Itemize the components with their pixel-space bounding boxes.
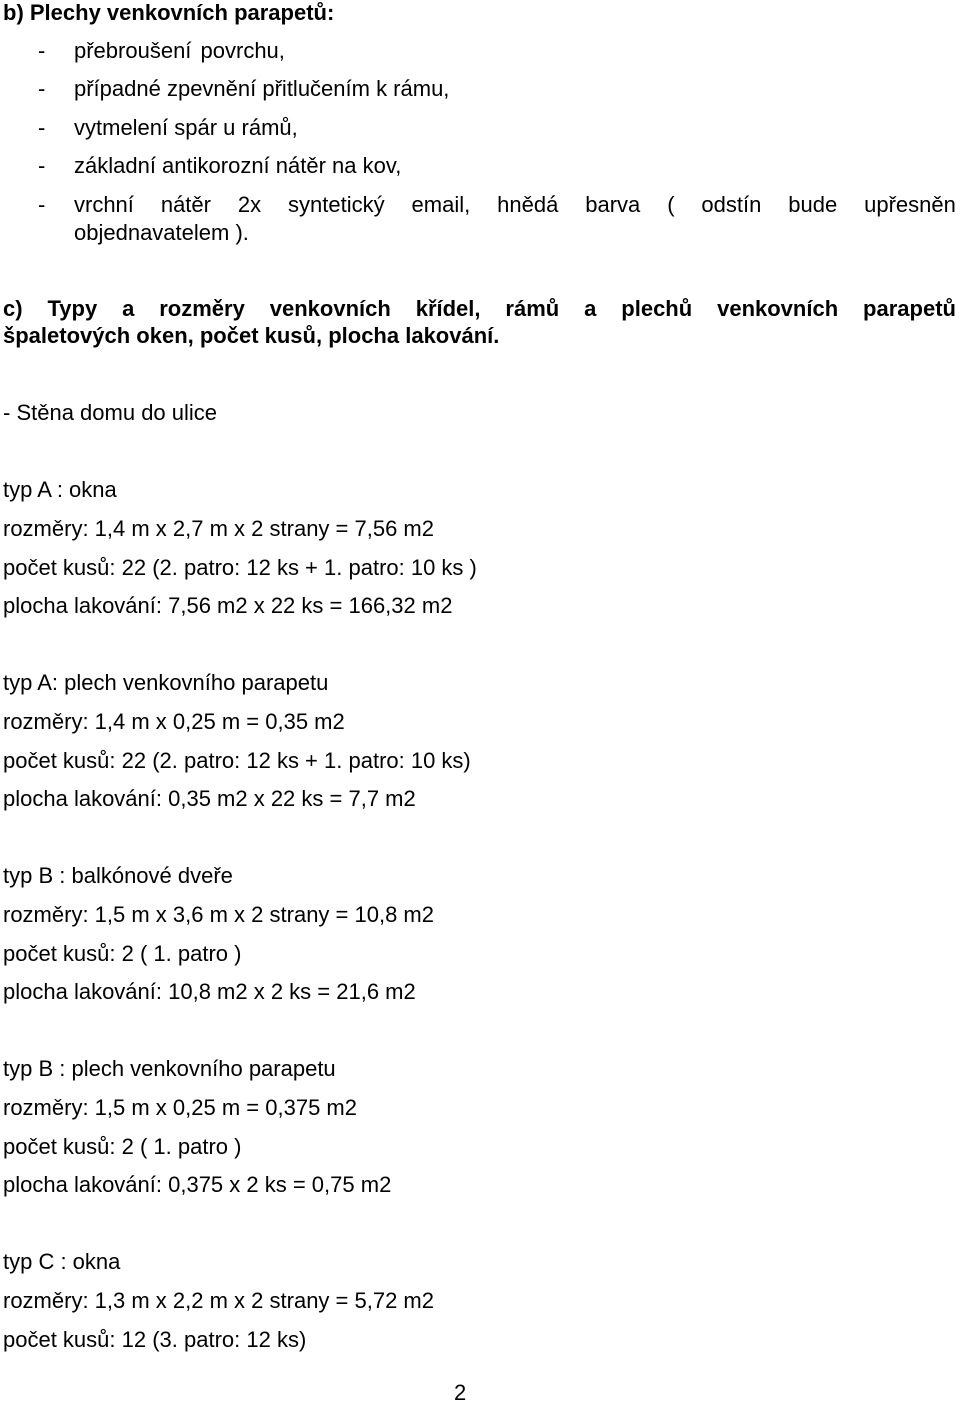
word: upřesněn (864, 192, 956, 217)
block-title: typ C : okna (3, 1249, 121, 1274)
list-item: případné zpevnění přitlučením k rámu, (74, 76, 450, 101)
block-title: typ A: plech venkovního parapetu (3, 670, 329, 695)
word: odstín (701, 192, 762, 217)
block-count: počet kusů: 2 ( 1. patro ) (3, 1134, 242, 1159)
block-area: plocha lakování: 10,8 m2 x 2 ks = 21,6 m2 (3, 979, 416, 1004)
word: barva (585, 192, 641, 217)
word: 2x (237, 192, 262, 217)
block-area: plocha lakování: 0,375 x 2 ks = 0,75 m2 (3, 1172, 392, 1197)
list-dash: - (38, 76, 46, 101)
block-count: počet kusů: 22 (2. patro: 12 ks + 1. patro: 10 ks ) (3, 555, 477, 580)
block-dimensions: rozměry: 1,4 m x 0,25 m = 0,35 m2 (3, 709, 345, 734)
wall-title: - Stěna domu do ulice (3, 400, 218, 425)
word: email, (411, 192, 471, 217)
list-dash: - (38, 153, 46, 178)
word: hnědá (497, 192, 559, 217)
section-b-heading: b) Plechy venkovních parapetů: (3, 0, 335, 25)
block-dimensions: rozměry: 1,4 m x 2,7 m x 2 strany = 7,56 m2 (3, 516, 434, 541)
word: c) (3, 296, 23, 321)
word: a (584, 296, 597, 321)
word: syntetický (288, 192, 385, 217)
block-dimensions: rozměry: 1,5 m x 0,25 m = 0,375 m2 (3, 1095, 357, 1120)
block-title: typ A : okna (3, 477, 117, 502)
list-dash: - (38, 38, 46, 63)
list-item-continuation: objednavatelem ). (74, 220, 249, 245)
word: parapetů (863, 296, 956, 321)
block-count: počet kusů: 2 ( 1. patro ) (3, 941, 242, 966)
list-item: základní antikorozní nátěr na kov, (74, 153, 402, 178)
word: Typy (47, 296, 98, 321)
word: rámů (505, 296, 560, 321)
section-c-heading-line2: špaletových oken, počet kusů, plocha lakování. (3, 323, 500, 348)
block-title: typ B : plech venkovního parapetu (3, 1056, 336, 1081)
word: křídel, (415, 296, 481, 321)
block-dimensions: rozměry: 1,5 m x 3,6 m x 2 strany = 10,8 m2 (3, 902, 434, 927)
word: plechů (621, 296, 693, 321)
block-area: plocha lakování: 0,35 m2 x 22 ks = 7,7 m2 (3, 786, 416, 811)
word: nátěr (160, 192, 211, 217)
word: bude (788, 192, 838, 217)
list-item: vytmelení spár u rámů, (74, 115, 298, 140)
block-count: počet kusů: 12 (3. patro: 12 ks) (3, 1327, 307, 1352)
list-item: přebroušení povrchu, (74, 38, 285, 63)
word: vrchní (74, 192, 134, 217)
word: venkovních (269, 296, 391, 321)
list-item-justified (74, 192, 956, 218)
list-dash: - (38, 192, 46, 217)
word: rozměry (159, 296, 245, 321)
block-dimensions: rozměry: 1,3 m x 2,2 m x 2 strany = 5,72 m2 (3, 1288, 434, 1313)
word: a (122, 296, 135, 321)
block-title: typ B : balkónové dveře (3, 863, 233, 888)
block-area: plocha lakování: 7,56 m2 x 22 ks = 166,32 m2 (3, 593, 453, 618)
list-dash: - (38, 115, 46, 140)
section-c-heading (3, 296, 956, 322)
page-number: 2 (454, 1380, 467, 1405)
word: venkovních (717, 296, 839, 321)
word: ( (667, 192, 675, 217)
block-count: počet kusů: 22 (2. patro: 12 ks + 1. patro: 10 ks) (3, 748, 471, 773)
